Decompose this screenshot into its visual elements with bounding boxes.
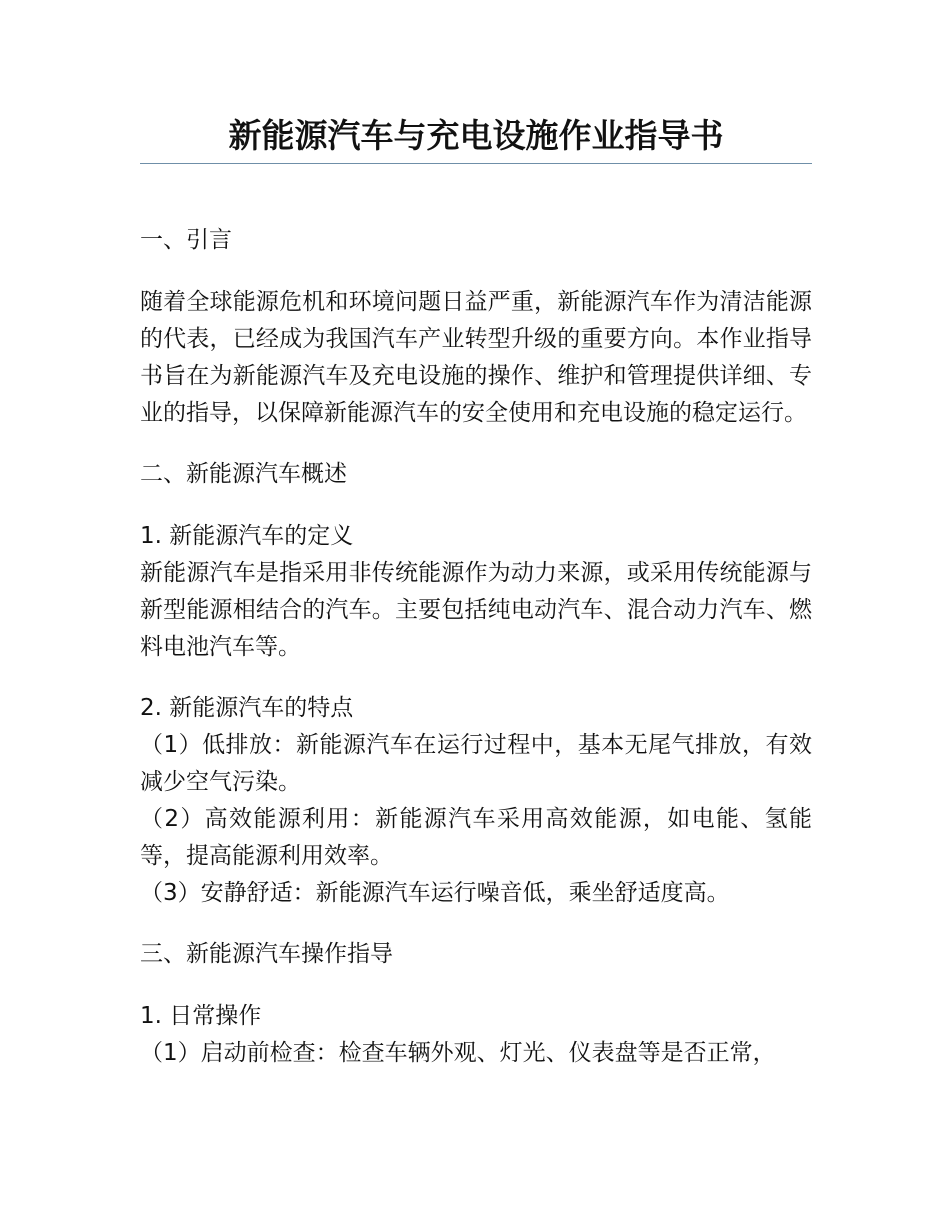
feature-item-2: （2）高效能源利用：新能源汽车采用高效能源，如电能、氢能等，提高能源利用效率。: [140, 806, 812, 869]
section-heading-overview: 二、新能源汽车概述: [140, 461, 347, 487]
feature-item-3: （3）安静舒适：新能源汽车运行噪音低，乘坐舒适度高。: [140, 880, 730, 906]
section-heading-operation: 三、新能源汽车操作指导: [140, 941, 393, 967]
document-title: 新能源汽车与充电设施作业指导书: [228, 116, 724, 155]
feature-item-1: （1）低排放：新能源汽车在运行过程中，基本无尾气排放，有效减少空气污染。: [140, 732, 812, 795]
subheading-definition: 1. 新能源汽车的定义: [140, 523, 354, 549]
title-underline: [140, 163, 812, 164]
document-body: [140, 222, 812, 1072]
subheading-features: 2. 新能源汽车的特点: [140, 695, 354, 721]
daily-item-1: （1）启动前检查：检查车辆外观、灯光、仪表盘等是否正常，: [140, 1040, 776, 1066]
section-heading-intro: 一、引言: [140, 227, 232, 253]
definition-paragraph: 新能源汽车是指采用非传统能源作为动力来源，或采用传统能源与新型能源相结合的汽车。主要包括纯电动汽车、混合动力汽车、燃料电池汽车等。: [140, 560, 812, 660]
subheading-daily-operation: 1. 日常操作: [140, 1003, 262, 1029]
intro-paragraph: 随着全球能源危机和环境问题日益严重，新能源汽车作为清洁能源的代表，已经成为我国汽车产业转型升级的重要方向。本作业指导书旨在为新能源汽车及充电设施的操作、维护和管理提供详细、专业的指导，以保障新能源汽车的安全使用和充电设施的稳定运行。: [140, 289, 812, 426]
